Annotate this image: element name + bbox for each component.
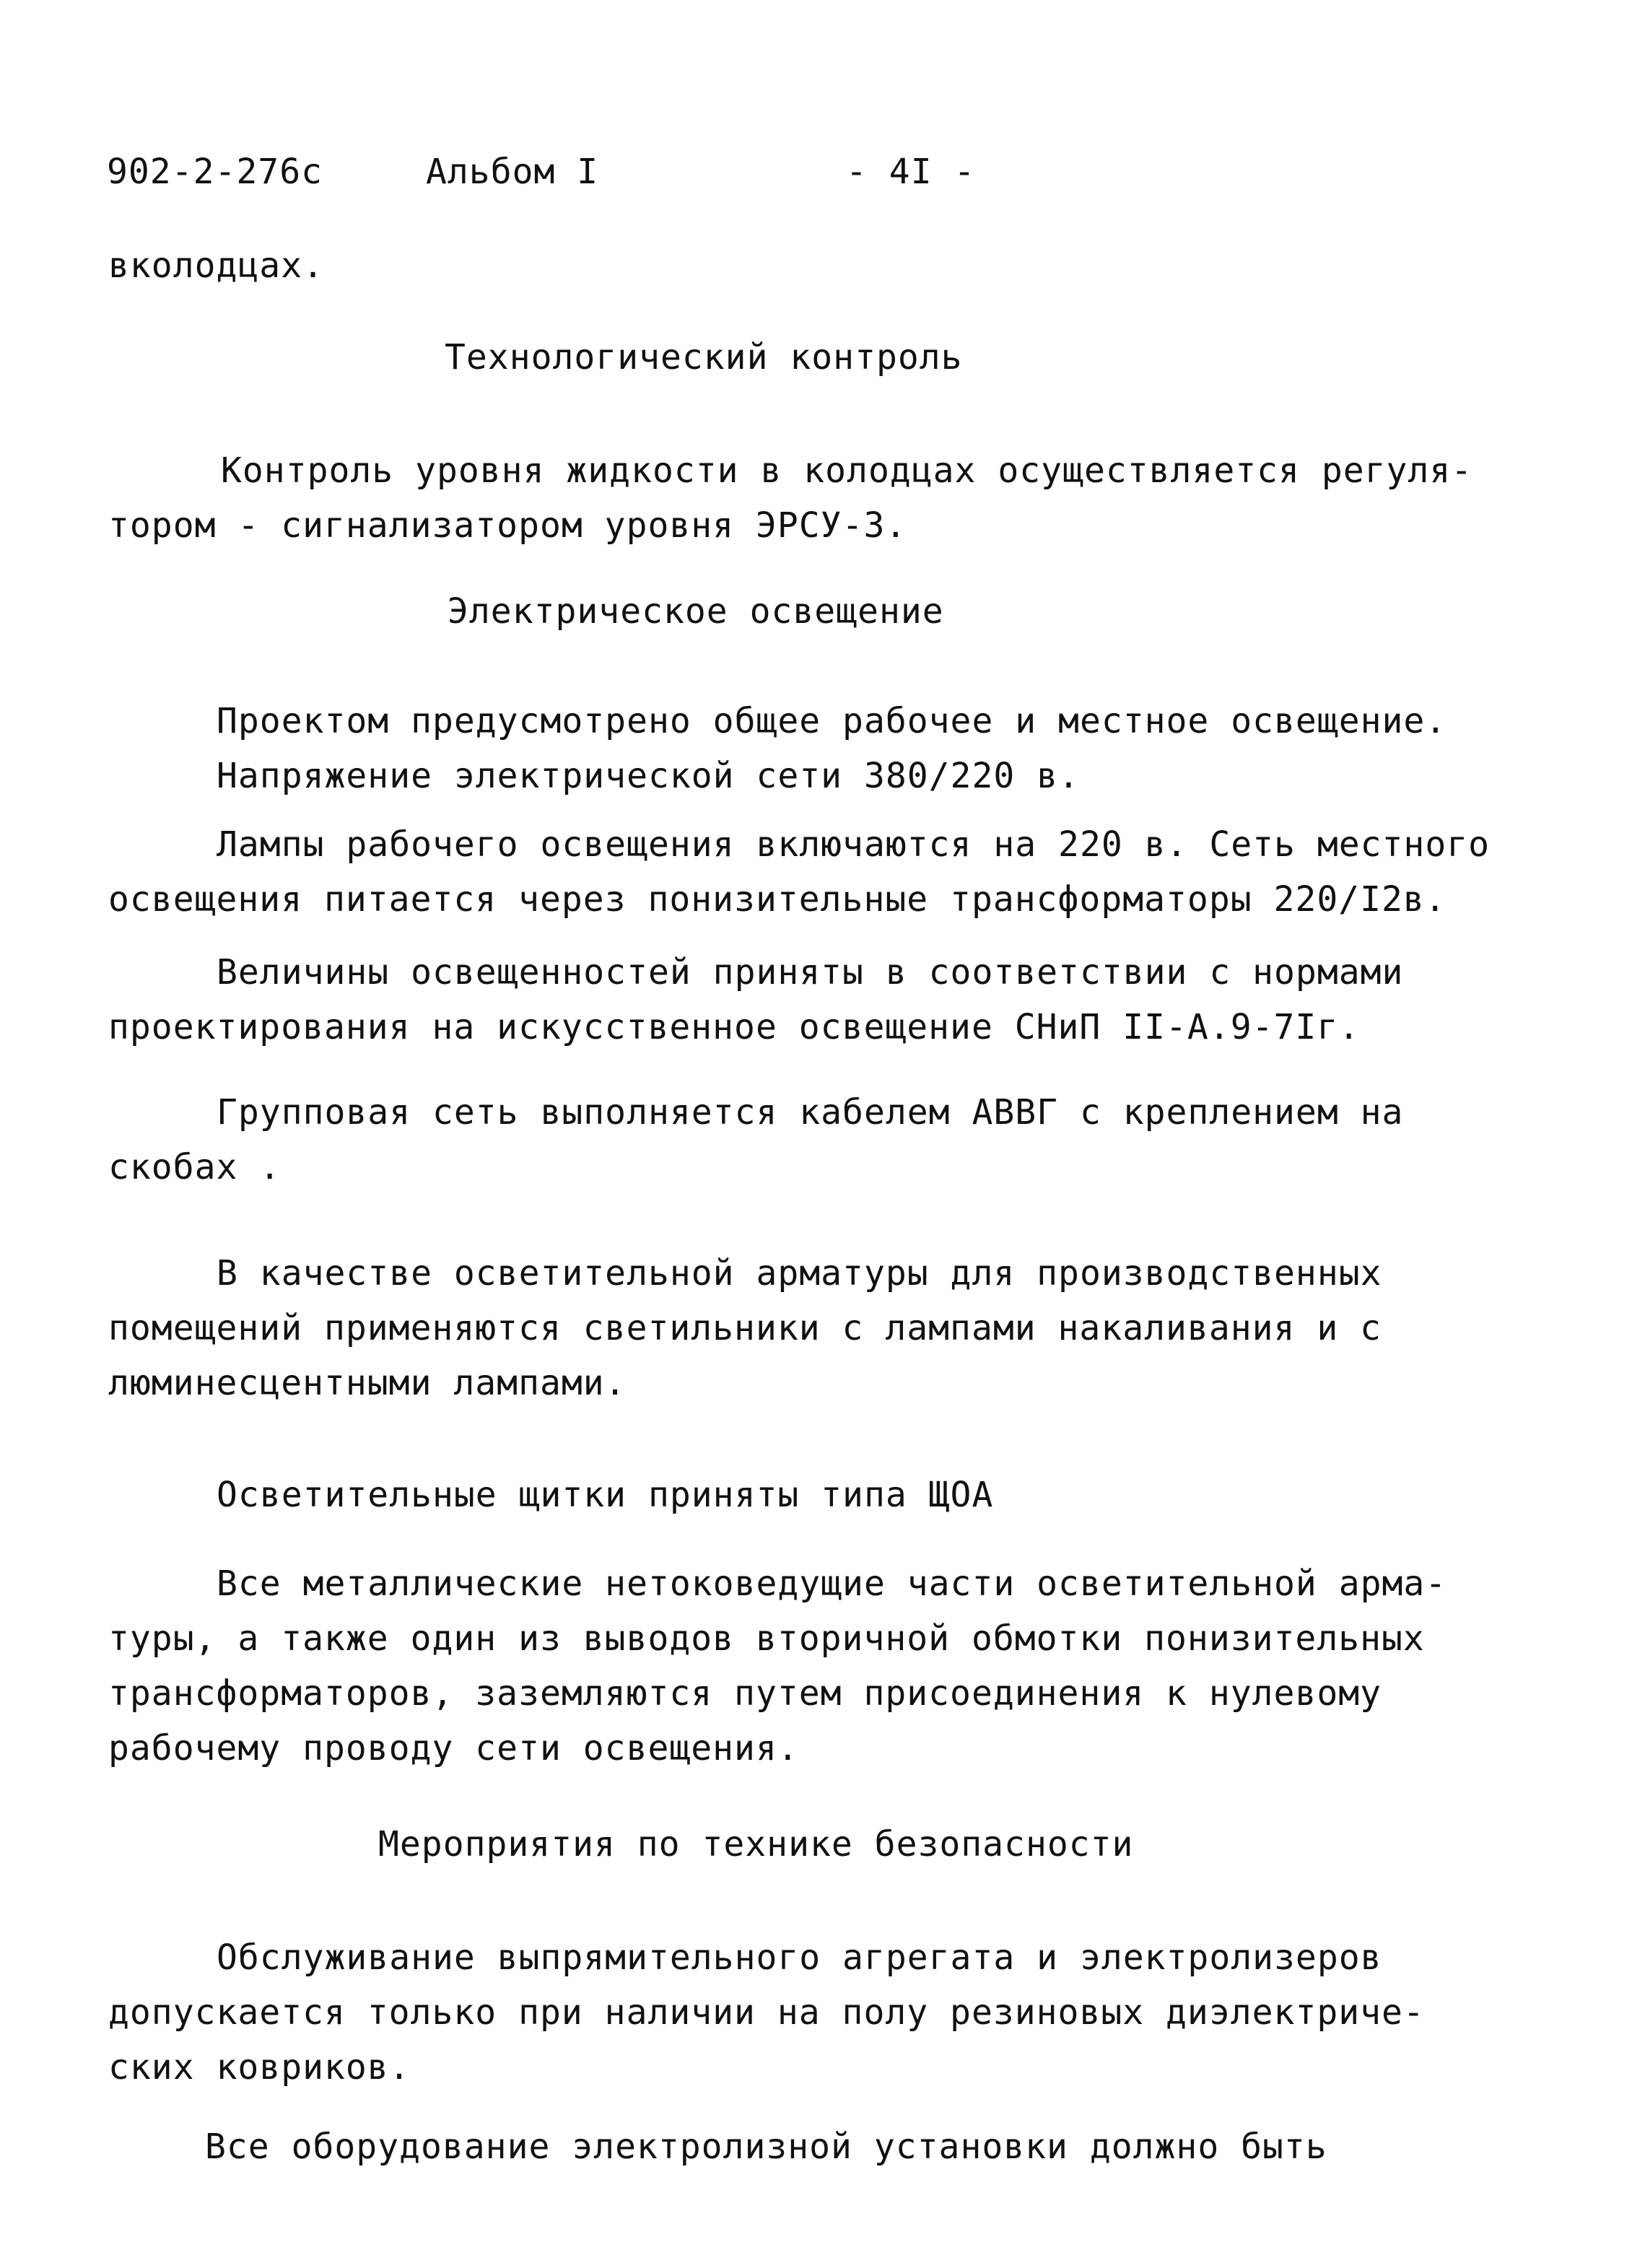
text-line: Обслуживание выпрямительного агрегата и электролизеров — [217, 1937, 1382, 1978]
text-line: Лампы рабочего освещения включаются на 220 в. Сеть местного — [217, 824, 1491, 865]
text-line: туры, а также один из выводов вторичной обмотки понизительных — [108, 1618, 1425, 1659]
text-line: Контроль уровня жидкости в колодцах осуществляется регуля- — [221, 450, 1473, 491]
text-line: ских ковриков. — [108, 2047, 411, 2088]
text-line: допускается только при наличии на полу резиновых диэлектриче- — [108, 1992, 1425, 2033]
text-line: помещений применяются светильники с лампами накаливания и с — [108, 1308, 1382, 1348]
text-line: Все металлические нетоковедущие части осветительной арма- — [217, 1563, 1447, 1604]
text-line: рабочему проводу сети освещения. — [108, 1728, 799, 1768]
text-line: Проектом предусмотрено общее рабочее и местное освещение. — [217, 701, 1447, 741]
text-line: Осветительные щитки приняты типа ЩОА — [217, 1475, 994, 1515]
text-line: В качестве осветительной арматуры для производственных — [217, 1253, 1382, 1294]
text-line: освещения питается через понизительные трансформаторы 220/I2в. — [108, 879, 1447, 920]
text-line: Все оборудование электролизной установки должно быть — [205, 2127, 1327, 2167]
album-label: Альбом I — [426, 152, 599, 192]
section-title-safety-measures: Мероприятия по технике безопасности — [378, 1824, 1134, 1864]
text-line: люминесцентными лампами. — [108, 1363, 627, 1403]
text-line: Величины освещенностей приняты в соответствии с нормами — [217, 952, 1404, 993]
text-line: скобах . — [108, 1147, 282, 1187]
section-title-electric-lighting: Электрическое освещение — [448, 591, 944, 632]
text-line: проектирования на искусственное освещение СНиП II-А.9-7Iг. — [108, 1007, 1361, 1047]
text-line: Напряжение электрической сети 380/220 в. — [217, 756, 1080, 796]
text-line: вколодцах. — [108, 245, 324, 286]
text-line: трансформаторов, заземляются путем присоединения к нулевому — [108, 1673, 1382, 1714]
text-line: тором - сигнализатором уровня ЭРСУ-3. — [108, 505, 907, 546]
page-number: - 4I - — [846, 152, 976, 192]
document-code: 902-2-276с — [107, 152, 323, 192]
section-title-technological-control: Технологический контроль — [445, 337, 963, 378]
text-line: Групповая сеть выполняется кабелем АВВГ с креплением на — [217, 1092, 1404, 1133]
